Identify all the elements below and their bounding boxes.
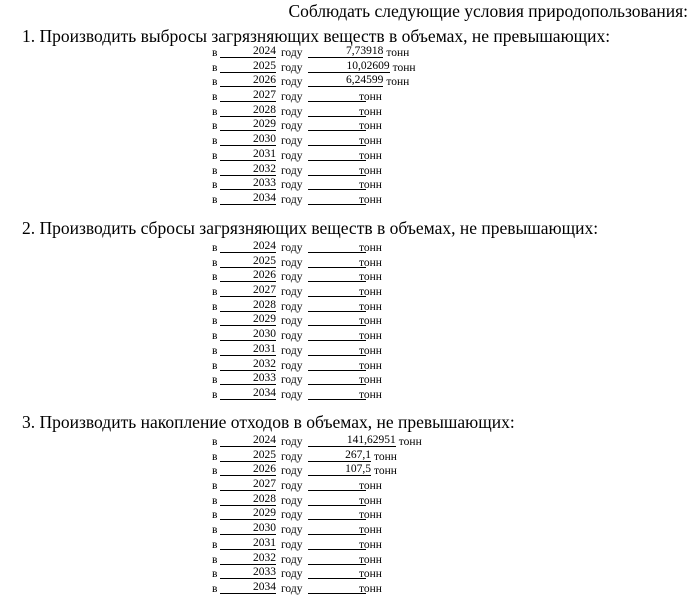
amount-field bbox=[308, 523, 366, 535]
amount-field bbox=[308, 300, 366, 312]
year-word-label: году bbox=[281, 582, 303, 595]
year-word-label: году bbox=[281, 135, 303, 148]
preposition-label: в bbox=[212, 164, 218, 177]
amount-field bbox=[308, 344, 366, 356]
amount-field: 107,5 bbox=[308, 464, 371, 476]
unit-label: тонн bbox=[359, 359, 382, 372]
year-field: 2024 bbox=[220, 241, 276, 253]
amount-field bbox=[308, 270, 366, 282]
unit-label: тонн bbox=[359, 344, 382, 357]
unit-label: тонн bbox=[359, 480, 382, 493]
year-word-label: году bbox=[281, 47, 303, 59]
preposition-label: в bbox=[212, 256, 218, 269]
unit-label: тонн bbox=[359, 538, 382, 551]
amount-field bbox=[308, 164, 366, 176]
amount-field bbox=[308, 178, 366, 190]
preposition-label: в bbox=[212, 193, 218, 206]
unit-label: тонн bbox=[359, 179, 382, 192]
unit-label: тонн bbox=[374, 450, 397, 463]
year-word-label: году bbox=[281, 149, 303, 162]
year-word-label: году bbox=[281, 494, 303, 507]
amount-field: 6,24599 bbox=[308, 75, 383, 87]
amount-field bbox=[308, 119, 366, 131]
preposition-label: в bbox=[212, 568, 218, 581]
unit-label: тонн bbox=[386, 47, 410, 59]
preposition-label: в bbox=[212, 374, 218, 387]
unit-label: тонн bbox=[359, 494, 382, 507]
unit-label: тонн bbox=[359, 524, 382, 537]
year-field: 2032 bbox=[220, 553, 276, 565]
year-field: 2030 bbox=[220, 134, 276, 146]
preposition-label: в bbox=[212, 61, 218, 74]
year-field: 2031 bbox=[220, 538, 276, 550]
preposition-label: в bbox=[212, 359, 218, 372]
year-field: 2032 bbox=[220, 164, 276, 176]
year-word-label: году bbox=[281, 315, 303, 328]
preposition-label: в bbox=[212, 538, 218, 551]
amount-field bbox=[308, 553, 366, 565]
preposition-label: в bbox=[212, 553, 218, 566]
year-field: 2031 bbox=[220, 344, 276, 356]
year-field: 2024 bbox=[220, 435, 276, 447]
year-field: 2026 bbox=[220, 270, 276, 282]
unit-label: тонн bbox=[359, 330, 382, 343]
preposition-label: в bbox=[212, 509, 218, 522]
preposition-label: в bbox=[212, 315, 218, 328]
unit-label: тонн bbox=[359, 135, 382, 148]
unit-label: тонн bbox=[359, 509, 382, 522]
preposition-label: в bbox=[212, 76, 218, 89]
unit-label: тонн bbox=[359, 315, 382, 328]
year-field: 2033 bbox=[220, 567, 276, 579]
preposition-label: в bbox=[212, 105, 218, 118]
year-word-label: году bbox=[281, 91, 303, 104]
amount-field bbox=[308, 359, 366, 371]
year-field: 2034 bbox=[220, 388, 276, 400]
amount-field bbox=[308, 314, 366, 326]
year-word-label: году bbox=[281, 105, 303, 118]
amount-field bbox=[308, 149, 366, 161]
unit-label: тонн bbox=[392, 61, 416, 74]
year-field: 2026 bbox=[220, 75, 276, 87]
year-word-label: году bbox=[281, 300, 303, 313]
year-word-label: году bbox=[281, 568, 303, 581]
unit-label: тонн bbox=[359, 91, 382, 104]
section-1-title: 1. Производить выбросы загрязняющих веществ в объемах, не превышающих: bbox=[22, 26, 611, 46]
preposition-label: в bbox=[212, 91, 218, 104]
amount-field bbox=[308, 582, 366, 594]
amount-field bbox=[308, 105, 366, 117]
unit-label: тонн bbox=[386, 76, 410, 89]
preposition-label: в bbox=[212, 582, 218, 595]
year-field: 2033 bbox=[220, 178, 276, 190]
year-field: 2025 bbox=[220, 61, 276, 73]
unit-label: тонн bbox=[359, 120, 382, 133]
unit-label: тонн bbox=[359, 193, 382, 206]
preposition-label: в bbox=[212, 330, 218, 343]
amount-field bbox=[308, 479, 366, 491]
year-field: 2026 bbox=[220, 464, 276, 476]
year-word-label: году bbox=[281, 436, 303, 448]
preposition-label: в bbox=[212, 120, 218, 133]
amount-field bbox=[308, 90, 366, 102]
year-word-label: году bbox=[281, 286, 303, 299]
year-word-label: году bbox=[281, 164, 303, 177]
preposition-label: в bbox=[212, 47, 218, 59]
year-word-label: году bbox=[281, 480, 303, 493]
amount-field bbox=[308, 538, 366, 550]
preposition-label: в bbox=[212, 465, 218, 478]
amount-field bbox=[308, 134, 366, 146]
year-field: 2029 bbox=[220, 508, 276, 520]
year-word-label: году bbox=[281, 193, 303, 206]
amount-field bbox=[308, 256, 366, 268]
year-word-label: году bbox=[281, 450, 303, 463]
year-word-label: году bbox=[281, 61, 303, 74]
unit-label: тонн bbox=[359, 388, 382, 401]
amount-field: 10,02609 bbox=[308, 61, 390, 73]
amount-field bbox=[308, 388, 366, 400]
year-field: 2028 bbox=[220, 494, 276, 506]
year-field: 2030 bbox=[220, 523, 276, 535]
preposition-label: в bbox=[212, 149, 218, 162]
year-word-label: году bbox=[281, 388, 303, 401]
year-field: 2025 bbox=[220, 450, 276, 462]
year-field: 2031 bbox=[220, 149, 276, 161]
year-field: 2027 bbox=[220, 285, 276, 297]
unit-label: тонн bbox=[359, 286, 382, 299]
unit-label: тонн bbox=[359, 149, 382, 162]
preposition-label: в bbox=[212, 494, 218, 507]
document-heading: Соблюдать следующие условия природопользования: bbox=[288, 1, 688, 21]
year-field: 2028 bbox=[220, 105, 276, 117]
amount-field: 141,62951 bbox=[308, 435, 396, 447]
unit-label: тонн bbox=[359, 271, 382, 284]
preposition-label: в bbox=[212, 436, 218, 448]
unit-label: тонн bbox=[359, 242, 382, 254]
unit-label: тонн bbox=[359, 256, 382, 269]
amount-field bbox=[308, 329, 366, 341]
unit-label: тонн bbox=[398, 436, 422, 448]
preposition-label: в bbox=[212, 271, 218, 284]
preposition-label: в bbox=[212, 242, 218, 254]
unit-label: тонн bbox=[359, 105, 382, 118]
amount-field bbox=[308, 567, 366, 579]
preposition-label: в bbox=[212, 135, 218, 148]
amount-field bbox=[308, 373, 366, 385]
year-field: 2033 bbox=[220, 373, 276, 385]
amount-field bbox=[308, 494, 366, 506]
preposition-label: в bbox=[212, 344, 218, 357]
year-word-label: году bbox=[281, 359, 303, 372]
year-word-label: году bbox=[281, 465, 303, 478]
unit-label: тонн bbox=[359, 374, 382, 387]
unit-label: тонн bbox=[359, 553, 382, 566]
year-field: 2029 bbox=[220, 119, 276, 131]
unit-label: тонн bbox=[359, 164, 382, 177]
year-word-label: году bbox=[281, 374, 303, 387]
year-word-label: году bbox=[281, 179, 303, 192]
unit-label: тонн bbox=[359, 582, 382, 595]
year-field: 2032 bbox=[220, 359, 276, 371]
preposition-label: в bbox=[212, 388, 218, 401]
year-word-label: году bbox=[281, 120, 303, 133]
year-field: 2028 bbox=[220, 300, 276, 312]
unit-label: тонн bbox=[359, 568, 382, 581]
preposition-label: в bbox=[212, 480, 218, 493]
year-word-label: году bbox=[281, 76, 303, 89]
unit-label: тонн bbox=[374, 465, 397, 478]
year-field: 2034 bbox=[220, 193, 276, 205]
year-word-label: году bbox=[281, 330, 303, 343]
section-3-title: 3. Производить накопление отходов в объемах, не превышающих: bbox=[22, 412, 515, 432]
preposition-label: в bbox=[212, 524, 218, 537]
year-word-label: году bbox=[281, 256, 303, 269]
year-word-label: году bbox=[281, 524, 303, 537]
year-word-label: году bbox=[281, 271, 303, 284]
amount-field bbox=[308, 241, 366, 253]
year-field: 2034 bbox=[220, 582, 276, 594]
year-field: 2027 bbox=[220, 479, 276, 491]
section-2-title: 2. Производить сбросы загрязняющих веществ в объемах, не превышающих: bbox=[22, 218, 599, 238]
year-word-label: году bbox=[281, 344, 303, 357]
year-field: 2030 bbox=[220, 329, 276, 341]
amount-field: 267,1 bbox=[308, 450, 371, 462]
preposition-label: в bbox=[212, 300, 218, 313]
amount-field bbox=[308, 508, 366, 520]
year-word-label: году bbox=[281, 538, 303, 551]
year-field: 2025 bbox=[220, 256, 276, 268]
preposition-label: в bbox=[212, 450, 218, 463]
amount-field: 7,73918 bbox=[308, 46, 383, 58]
year-word-label: году bbox=[281, 553, 303, 566]
preposition-label: в bbox=[212, 179, 218, 192]
amount-field bbox=[308, 285, 366, 297]
year-word-label: году bbox=[281, 242, 303, 254]
year-field: 2024 bbox=[220, 46, 276, 58]
amount-field bbox=[308, 193, 366, 205]
preposition-label: в bbox=[212, 286, 218, 299]
year-field: 2029 bbox=[220, 314, 276, 326]
year-word-label: году bbox=[281, 509, 303, 522]
year-field: 2027 bbox=[220, 90, 276, 102]
unit-label: тонн bbox=[359, 300, 382, 313]
